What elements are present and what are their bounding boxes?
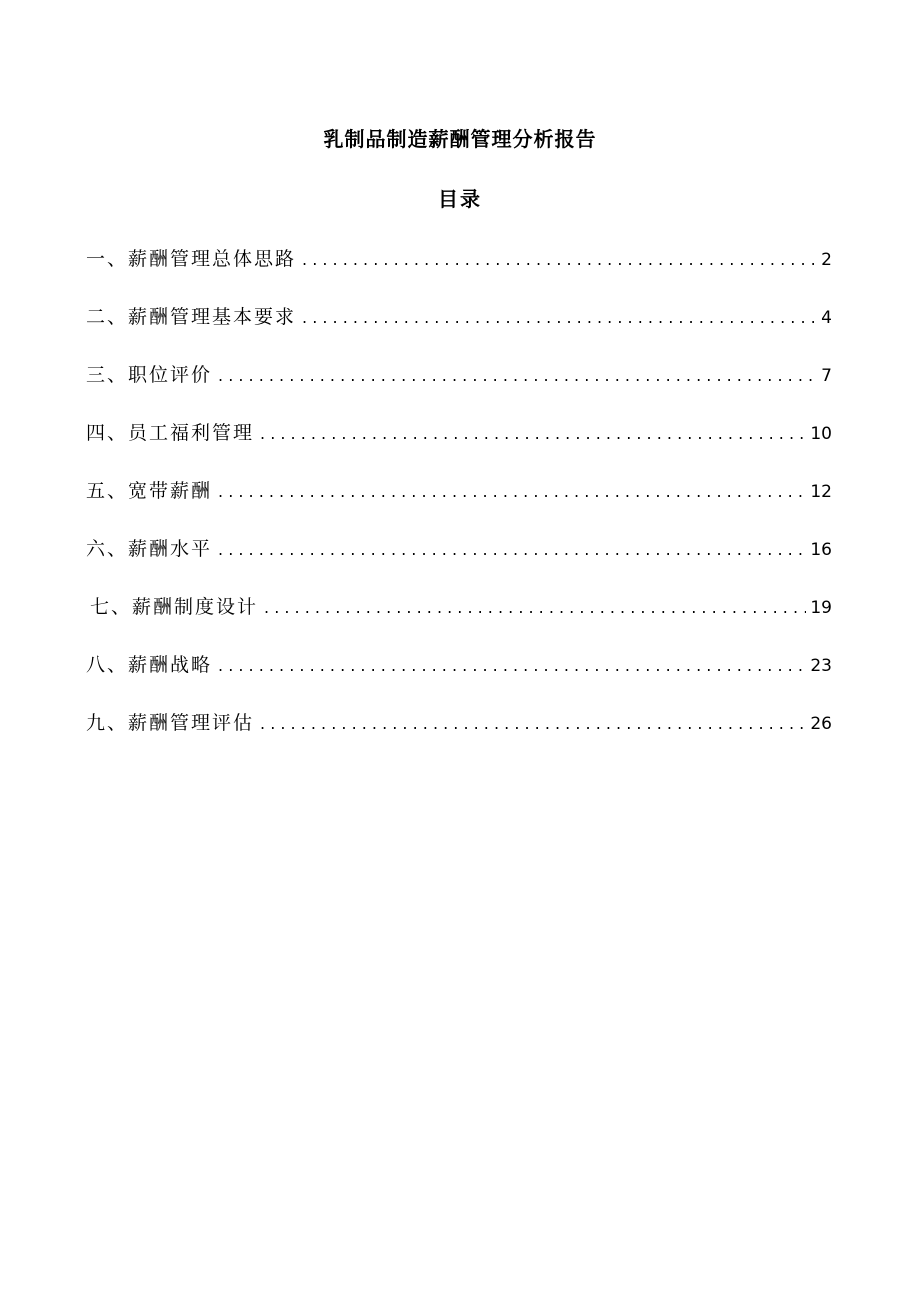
toc-dot-leader xyxy=(218,361,817,391)
toc-dot-leader xyxy=(302,245,817,275)
toc-dot-leader xyxy=(302,303,817,333)
toc-page-number[interactable]: 2 xyxy=(821,250,832,270)
toc-dot-leader xyxy=(218,651,806,681)
toc-entry-label[interactable]: 七、薪酬制度设计 xyxy=(90,596,259,618)
toc-dot-leader xyxy=(218,535,806,565)
document-title: 乳制品制造薪酬管理分析报告 xyxy=(323,127,597,151)
table-of-contents xyxy=(86,244,832,766)
toc-page-number[interactable]: 4 xyxy=(821,308,832,328)
toc-dot-leader xyxy=(264,593,806,623)
toc-heading: 目录 xyxy=(438,187,482,211)
toc-entry[interactable] xyxy=(86,534,832,592)
toc-dot-leader xyxy=(218,477,806,507)
toc-entry-label[interactable]: 三、职位评价 xyxy=(86,364,213,386)
toc-page-number[interactable]: 12 xyxy=(810,482,832,502)
toc-entry[interactable] xyxy=(86,302,832,360)
toc-page-number[interactable]: 19 xyxy=(810,598,832,618)
toc-entry-label[interactable]: 五、宽带薪酬 xyxy=(86,480,213,502)
toc-page-number[interactable]: 10 xyxy=(810,424,832,444)
toc-entry-label[interactable]: 八、薪酬战略 xyxy=(86,654,213,676)
toc-entry[interactable] xyxy=(86,244,832,302)
toc-entry-label[interactable]: 九、薪酬管理评估 xyxy=(86,712,255,734)
toc-entry[interactable] xyxy=(86,708,832,766)
toc-entry[interactable] xyxy=(86,476,832,534)
toc-entry-label[interactable]: 六、薪酬水平 xyxy=(86,538,213,560)
toc-entry[interactable] xyxy=(86,592,832,650)
toc-entry-label[interactable]: 四、员工福利管理 xyxy=(86,422,255,444)
toc-page-number[interactable]: 23 xyxy=(810,656,832,676)
toc-entry-label[interactable]: 一、薪酬管理总体思路 xyxy=(86,248,297,270)
toc-entry[interactable] xyxy=(86,650,832,708)
toc-entry-label[interactable]: 二、薪酬管理基本要求 xyxy=(86,306,297,328)
toc-entry[interactable] xyxy=(86,418,832,476)
toc-page-number[interactable]: 16 xyxy=(810,540,832,560)
toc-dot-leader xyxy=(260,419,806,449)
toc-dot-leader xyxy=(260,709,806,739)
toc-page-number[interactable]: 26 xyxy=(810,714,832,734)
toc-page-number[interactable]: 7 xyxy=(821,366,832,386)
toc-entry[interactable] xyxy=(86,360,832,418)
